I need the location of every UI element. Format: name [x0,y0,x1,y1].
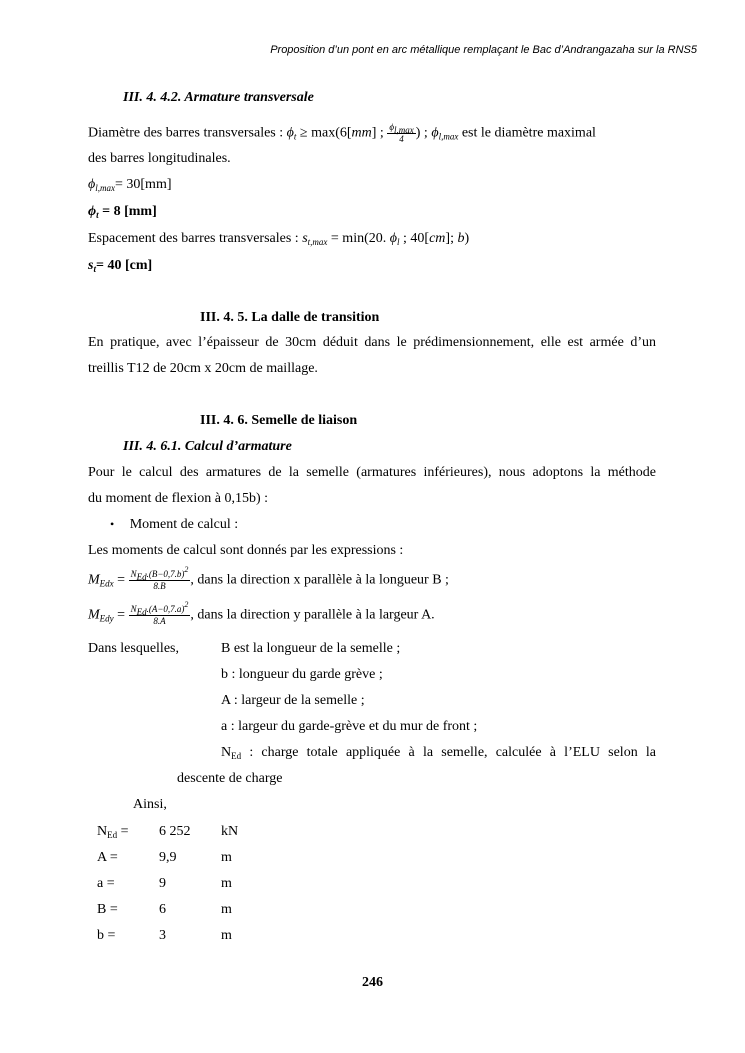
bullet-item-moment: • Moment de calcul : [110,517,239,532]
text-barres-longitudinales: des barres longitudinales. [88,151,231,166]
running-header: Proposition d’un pont en arc métallique remplaçant le Bac d’Andrangazaha sur la RNS5 [270,44,697,56]
formula-M-Edx: $M_{Edx}$ = $\frac{N_{Ed}.(B-0,7.b)^2}{8.B}$ , dans la direction x parallèle à la longueur B ; [88,565,449,591]
variable-unit: m [221,876,232,891]
values-table [97,819,238,949]
table-row [97,871,238,897]
definition-b: b : longueur du garde grève ; [221,667,383,682]
section-title-dalle-transition: III. 4. 5. La dalle de transition [200,310,380,325]
paragraph-dalle-line-2: treillis T12 de 20cm x 20cm de maillage. [88,361,318,376]
page-number: 246 [362,975,383,990]
definition-a: a : largeur du garde-grève et du mur de front ; [221,719,478,734]
result-phi-t: $\phi_t = 8$ [mm] [88,204,157,220]
value-phi-l-max: $\phi_{l,max}= 30[mm]$ [88,177,172,193]
variable-label: b = [97,928,116,943]
variable-value: 9,9 [159,850,177,865]
variable-value: 6 [159,902,166,917]
paragraph-semelle-line-1: Pour le calcul des armatures de la semelle (armatures inférieures), nous adoptons la méthode [88,465,656,480]
formula-M-Edy: $M_{Edy}$ = $\frac{N_{Ed}.(A-0,7.a)^2}{8.A}$ , dans la direction y parallèle à la largeur A. [88,600,435,626]
variable-value: 6 252 [159,824,191,839]
text-moments-intro: Les moments de calcul sont donnés par les expressions : [88,543,404,558]
result-s-t: $s_t= 40$ [cm] [88,258,153,274]
variable-unit: kN [221,824,239,839]
variable-unit: m [221,850,232,865]
formula-espacement: Espacement des barres transversales : $s_{t,max} = \min(20$. $\phi_l$ ; 40[cm]; b) [88,231,470,247]
variable-label: a = [97,876,115,891]
fraction-M-Edy: $\frac{N_{Ed}.(A-0,7.a)^2}{8.A}$ [130,600,189,626]
section-title-semelle-liaison: III. 4. 6. Semelle de liaison [200,413,358,428]
variable-label: $N_{Ed}$ = [97,824,129,840]
variable-unit: m [221,902,232,917]
text-ainsi: Ainsi, [133,797,167,812]
text-dans-lesquelles: Dans lesquelles, [88,641,179,656]
subsection-title-calcul-armature: III. 4. 6.1. Calcul d’armature [123,439,292,454]
table-row [97,819,238,845]
formula-diametre-transversal: Diamètre des barres transversales : $\phi_t \ge \max(6[mm]$ ; $\frac{\phi_{l,max}}{4}$ ) ; $\phi_{l,max}$ est le diamètre maximal [88,122,596,144]
paragraph-semelle-line-2: du moment de flexion à 0,15b) : [88,491,269,506]
variable-label: B = [97,902,118,917]
definition-A: A : largeur de la semelle ; [221,693,365,708]
fraction-phi-over-4: $\frac{\phi_{l,max}}{4}$ [389,122,414,144]
variable-unit: m [221,928,232,943]
fraction-M-Edx: $\frac{N_{Ed}.(B-0,7.b)^2}{8.B}$ [130,565,189,591]
variable-value: 3 [159,928,166,943]
variable-value: 9 [159,876,166,891]
bullet-icon: • [110,517,115,531]
variable-label: A = [97,850,118,865]
paragraph-dalle-line-1: En pratique, avec l’épaisseur de 30cm déduit dans le prédimensionnement, elle est armée d’un [88,335,656,350]
table-row [97,897,238,923]
table-row [97,845,238,871]
section-title-armature-transversale: III. 4. 4.2. Armature transversale [123,90,314,105]
table-row [97,923,238,949]
definition-NEd: $N_{Ed}$ : charge totale appliquée à la semelle, calculée à l’ELU selon la [221,745,656,761]
definition-B: B est la longueur de la semelle ; [221,641,401,656]
definition-NEd-continuation: descente de charge [177,771,283,786]
